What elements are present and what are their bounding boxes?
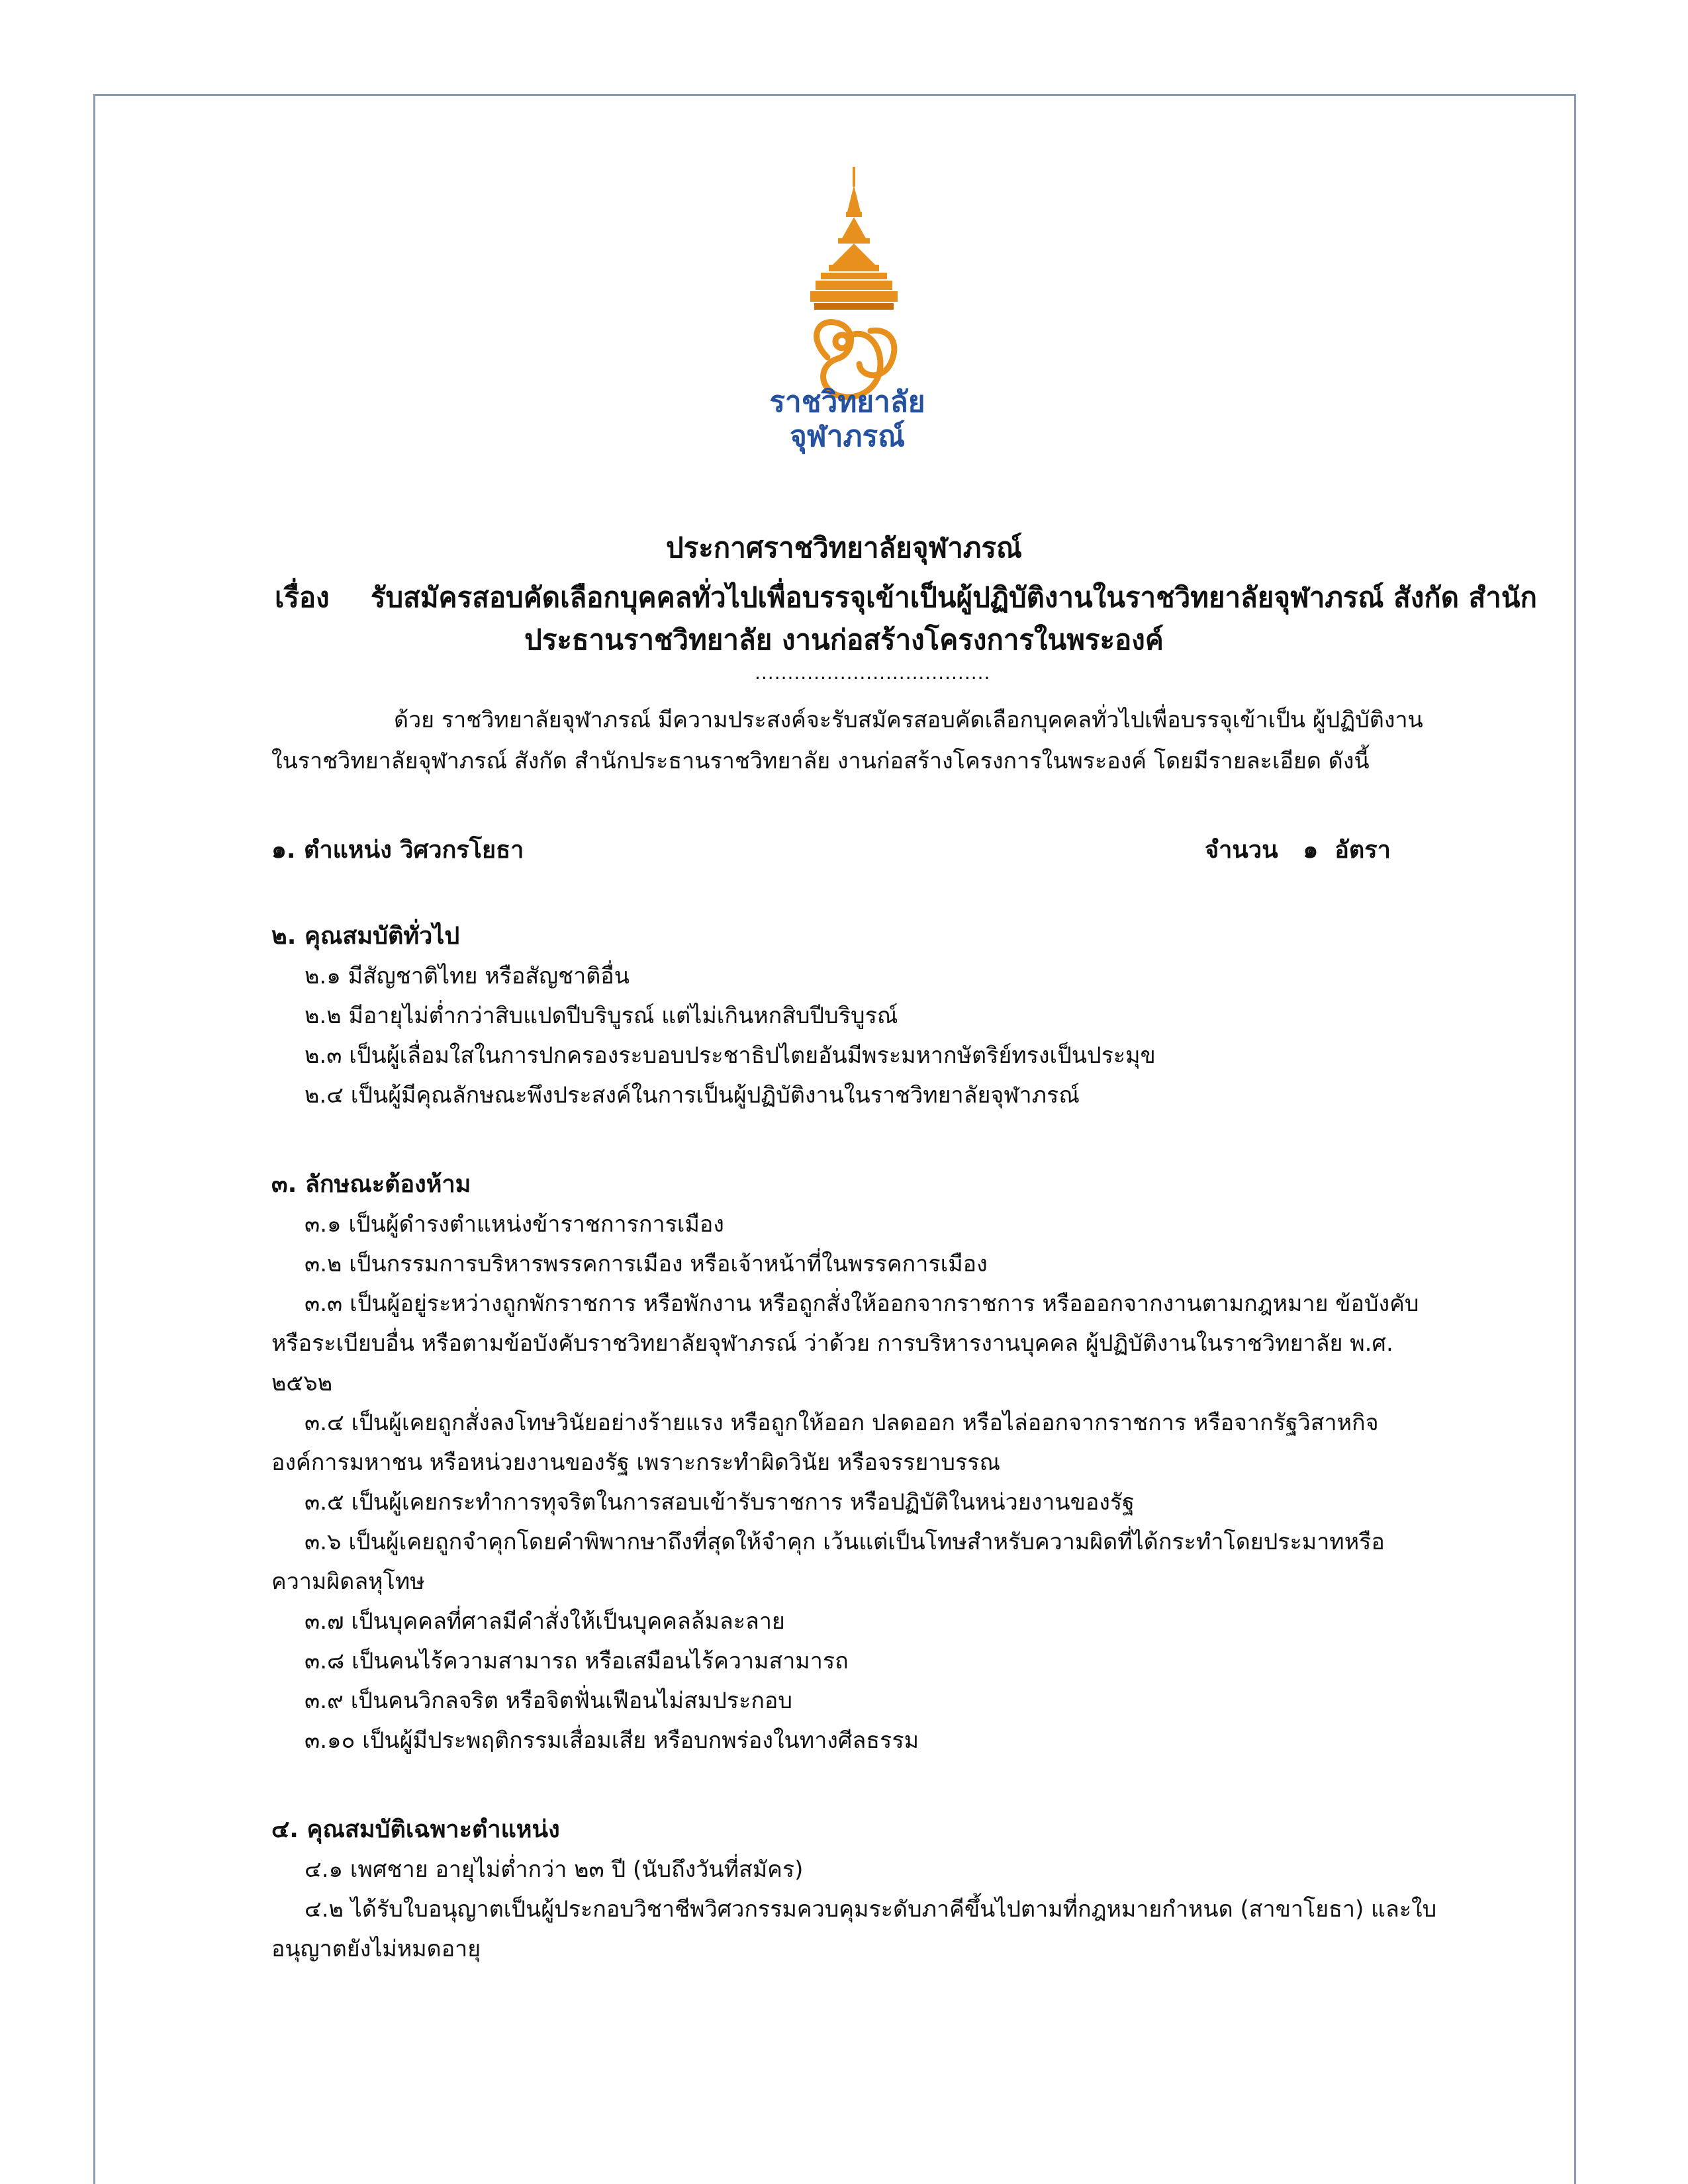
list-item: ๓.๑๐ เป็นผู้มีประพฤติกรรมเสื่อมเสีย หรือบกพร่องในทางศีลธรรม <box>305 1727 919 1754</box>
list-item: ๓.๘ เป็นคนไร้ความสามารถ หรือเสมือนไร้ความสามารถ <box>305 1648 849 1674</box>
page-frame-top <box>93 94 1576 96</box>
list-item: ๒.๒ มีอายุไม่ต่ำกว่าสิบแปดปีบริบูรณ์ แต่ไม่เกินหกสิบปีบริบูรณ์ <box>305 1003 898 1029</box>
intro-line-2: ในราชวิทยาลัยจุฬาภรณ์ สังกัด สำนักประธานราชวิทยาลัย งานก่อสร้างโครงการในพระองค์ โดยมีรายละเอียด ดังนี้ <box>271 748 1370 774</box>
list-item-continued: องค์การมหาชน หรือหน่วยงานของรัฐ เพราะกระทำผิดวินัย หรือจรรยาบรรณ <box>271 1449 1001 1476</box>
announcement-title: ประกาศราชวิทยาลัยจุฬาภรณ์ <box>665 531 1023 564</box>
page-frame-left <box>93 94 95 2184</box>
list-item-continued: อนุญาตยังไม่หมดอายุ <box>271 1936 481 1962</box>
page-frame-right <box>1574 94 1576 2184</box>
logo-text-line1: ราชวิทยาลัย <box>769 385 925 419</box>
logo-text-line2: จุฬาภรณ์ <box>789 420 906 453</box>
list-item: ๒.๑ มีสัญชาติไทย หรือสัญชาติอื่น <box>305 963 630 989</box>
section-1-heading: ๑. ตำแหน่ง วิศวกรโยธา <box>271 837 524 864</box>
list-item: ๓.๓ เป็นผู้อยู่ระหว่างถูกพักราชการ หรือพักงาน หรือถูกสั่งให้ออกจากราชการ หรือออกจากงานตามกฎหมาย ข้อบังคับ <box>305 1291 1419 1317</box>
list-item: ๓.๕ เป็นผู้เคยกระทำการทุจริตในการสอบเข้ารับราชการ หรือปฏิบัติในหน่วยงานของรัฐ <box>305 1489 1135 1516</box>
list-item: ๔.๒ ได้รับใบอนุญาตเป็นผู้ประกอบวิชาชีพวิศวกรรมควบคุมระดับภาคีขึ้นไปตามที่กฎหมายกำหนด (สาขาโยธา) และใบ <box>305 1896 1437 1923</box>
list-item: ๓.๙ เป็นคนวิกลจริต หรือจิตฟั่นเฟือนไม่สมประกอบ <box>305 1688 792 1714</box>
subject-label: เรื่อง <box>275 581 330 614</box>
list-item: ๔.๑ เพศชาย อายุไม่ต่ำกว่า ๒๓ ปี (นับถึงวันที่สมัคร) <box>305 1856 804 1883</box>
position-count: จำนวน ๑ อัตรา <box>1205 837 1391 864</box>
list-item: ๓.๗ เป็นบุคคลที่ศาลมีคำสั่งให้เป็นบุคคลล้มละลาย <box>305 1608 785 1635</box>
list-item: ๒.๓ เป็นผู้เลื่อมใสในการปกครองระบอบประชาธิปไตยอันมีพระมหากษัตริย์ทรงเป็นประมุข <box>305 1042 1156 1069</box>
section-2-heading: ๒. คุณสมบัติทั่วไป <box>271 923 460 950</box>
list-item: ๓.๖ เป็นผู้เคยถูกจำคุกโดยคำพิพากษาถึงที่สุดให้จำคุก เว้นแต่เป็นโทษสำหรับความผิดที่ได้กระทำโดยประมาทหรือ <box>305 1529 1385 1555</box>
list-item-continued: ความผิดลหุโทษ <box>271 1569 425 1595</box>
subject-line-1: รับสมัครสอบคัดเลือกบุคคลทั่วไปเพื่อบรรจุเข้าเป็นผู้ปฏิบัติงานในราชวิทยาลัยจุฬาภรณ์ สังกัด สำนัก <box>371 581 1537 614</box>
list-item-continued: หรือระเบียบอื่น หรือตามข้อบังคับราชวิทยาลัยจุฬาภรณ์ ว่าด้วย การบริหารงานบุคคล ผู้ปฏิบัติงานในราชวิทยาลัย พ.ศ. <box>271 1330 1393 1357</box>
list-item: ๓.๒ เป็นกรรมการบริหารพรรคการเมือง หรือเจ้าหน้าที่ในพรรคการเมือง <box>305 1251 988 1277</box>
crown-icon <box>810 167 898 310</box>
academy-name-logo-text <box>728 385 966 454</box>
list-item: ๓.๑ เป็นผู้ดำรงตำแหน่งข้าราชการการเมือง <box>305 1211 724 1238</box>
subject-line-2: ประธานราชวิทยาลัย งานก่อสร้างโครงการในพระองค์ <box>524 623 1164 656</box>
section-3-heading: ๓. ลักษณะต้องห้าม <box>271 1171 471 1198</box>
list-item-continued: ๒๕๖๒ <box>271 1370 333 1396</box>
intro-line-1: ด้วย ราชวิทยาลัยจุฬาภรณ์ มีความประสงค์จะรับสมัครสอบคัดเลือกบุคคลทั่วไปเพื่อบรรจุเข้าเป็น ผู้ปฏิบัติงาน <box>394 707 1423 733</box>
separator-dots: .................................... <box>755 662 991 684</box>
list-item: ๒.๔ เป็นผู้มีคุณลักษณะพึงประสงค์ในการเป็นผู้ปฏิบัติงานในราชวิทยาลัยจุฬาภรณ์ <box>305 1082 1080 1109</box>
section-4-heading: ๔. คุณสมบัติเฉพาะตำแหน่ง <box>271 1816 560 1843</box>
list-item: ๓.๔ เป็นผู้เคยถูกสั่งลงโทษวินัยอย่างร้ายแรง หรือถูกให้ออก ปลดออก หรือไล่ออกจากราชการ หรือจากรัฐวิสาหกิจ <box>305 1410 1379 1436</box>
